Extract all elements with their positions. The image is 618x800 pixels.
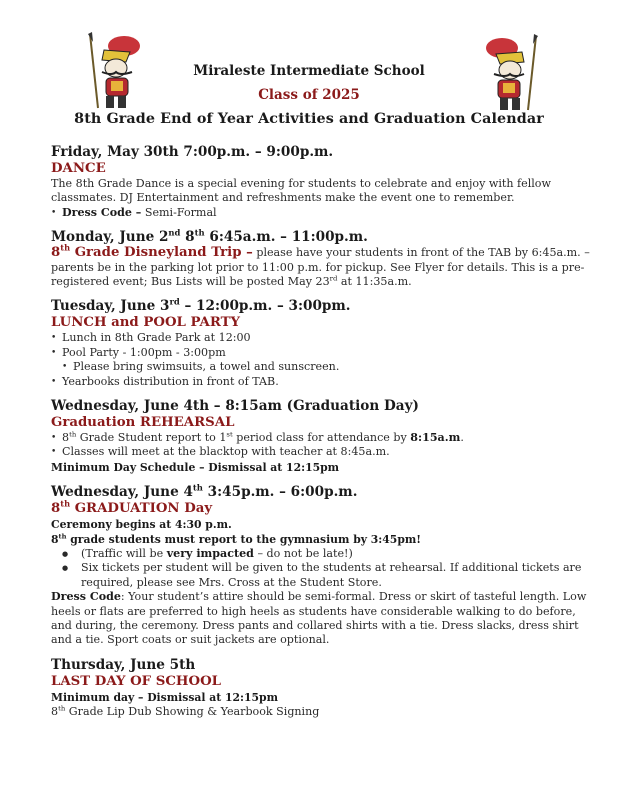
event-date (51, 484, 596, 501)
ordinal-suffix: rd (329, 274, 338, 283)
time-range: 6:45a.m. – 11:00p.m. (204, 229, 368, 246)
date-text: Wednesday, June 4 (51, 483, 193, 500)
dress-code-value: Semi-Formal (141, 205, 217, 219)
description-text: please have your students in front of the TAB by 6:45a.m. – parents be in the parking lot prior to 11:00 p.m. for pickup. See Flyer for details. This is a pre-registered event; Bus Lists will be posted May 23 (51, 246, 590, 289)
schedule-note: Minimum Day Schedule – Dismissal at 12:15pm (51, 460, 340, 474)
date-suffix: th (194, 227, 205, 238)
event-date (51, 229, 596, 246)
emphasis: very impacted (166, 546, 254, 560)
dress-code-label: Dress Code (51, 590, 121, 604)
report-text: grade students must report to the gymnasium by 3:45pm! (66, 532, 422, 546)
event-title-text: Grade Disneyland Trip – (70, 245, 253, 261)
grade-number: 8 (51, 245, 61, 261)
class-of-heading: Class of 2025 (258, 87, 360, 103)
dress-code-label: Dress Code – (62, 205, 142, 219)
event-title (51, 498, 596, 517)
date-suffix: th (192, 482, 203, 493)
date-suffix: nd (168, 227, 181, 238)
event-description (51, 242, 596, 289)
grade-number: 8 (51, 704, 59, 718)
event-date: Thursday, June 5th (51, 656, 196, 673)
disneyland-section (51, 229, 596, 289)
list-item (51, 431, 596, 445)
activity-note (51, 705, 596, 719)
rehearsal-section (51, 398, 596, 475)
list-item: • Pool Party - 1:00pm - 3:00pm (51, 346, 596, 360)
event-date: Friday, May 30th 7:00p.m. – 9:00p.m. (51, 144, 334, 160)
text: Grade Lip Dub Showing & Yearbook Signing (65, 704, 320, 718)
report-time: 8:15a.m (410, 431, 461, 445)
text: . (460, 431, 464, 445)
list-item: • Lunch in 8th Grade Park at 12:00 (51, 331, 596, 345)
list-item: • Yearbooks distribution in front of TAB. (51, 375, 596, 389)
date-text: 8 (180, 229, 195, 246)
event-title: DANCE (51, 161, 106, 176)
event-title: Graduation REHEARSAL (51, 415, 235, 431)
dress-code-paragraph (51, 590, 596, 648)
page-title: 8th Grade End of Year Activities and Graduation Calendar (74, 111, 544, 127)
schedule-note: Minimum day – Dismissal at 12:15pm (51, 690, 279, 704)
dance-section (51, 144, 596, 220)
event-title (51, 242, 253, 261)
time-range: 3:45p.m. – 6:00p.m. (202, 483, 358, 500)
time-range: – 12:00p.m. – 3:00pm. (179, 298, 351, 315)
text: Grade Student report to 1 (76, 431, 227, 445)
dress-code-item (51, 206, 596, 220)
text: 8 (62, 431, 70, 445)
ordinal-suffix: th (58, 532, 67, 541)
date-text: Monday, June 2 (51, 229, 169, 246)
last-day-section (51, 657, 596, 719)
event-date: Wednesday, June 4th – 8:15am (Graduation Day) (51, 398, 419, 415)
pool-party-section (51, 298, 596, 389)
list-item: ● Six tickets per student will be given to the students at rehearsal. If additional tickets are required, please see Mrs. Cross at the Student Store. (51, 561, 596, 590)
graduation-section (51, 484, 596, 648)
list-item (51, 547, 596, 561)
event-title-text: GRADUATION Day (70, 500, 213, 516)
ordinal-suffix: th (58, 704, 66, 713)
grade-number: 8 (51, 532, 59, 546)
ordinal-suffix: th (60, 498, 71, 509)
list-sub-item: • Please bring swimsuits, a towel and sunscreen. (51, 360, 596, 374)
date-text: Tuesday, June 3 (51, 298, 170, 315)
event-title: LUNCH and POOL PARTY (51, 315, 241, 331)
calendar-content (51, 144, 596, 728)
school-name: Miraleste Intermediate School (193, 63, 425, 79)
report-note (51, 532, 596, 547)
ordinal-suffix: th (69, 430, 77, 439)
ordinal-suffix: st (226, 430, 233, 439)
text: – do not be late!) (253, 546, 353, 560)
event-title: LAST DAY OF SCHOOL (51, 673, 222, 689)
list-item: • Classes will meet at the blacktop with teacher at 8:45a.m. (51, 445, 596, 459)
date-suffix: rd (169, 296, 180, 307)
event-date (51, 298, 596, 315)
ordinal-suffix: th (60, 242, 71, 253)
description-text: at 11:35a.m. (337, 275, 412, 289)
event-description: The 8th Grade Dance is a special evening for students to celebrate and enjoy with fellow classmates. DJ Entertainment and refreshments make the event one to remember. (51, 177, 551, 205)
text: (Traffic will be (81, 546, 167, 560)
ceremony-time: Ceremony begins at 4:30 p.m. (51, 517, 232, 531)
grade-number: 8 (51, 500, 61, 516)
dress-code-text: : Your student’s attire should be semi-formal. Dress or skirt of tasteful length. Low heels or flats are preferred to high heels as students have considerable walking to do before, and during, the ceremony. Dress pants and collared shirts with a tie. Dress slacks, dress shirt and a tie. Sport coats or suit jackets are optional. (51, 590, 587, 647)
text: period class for attendance by (232, 431, 411, 445)
